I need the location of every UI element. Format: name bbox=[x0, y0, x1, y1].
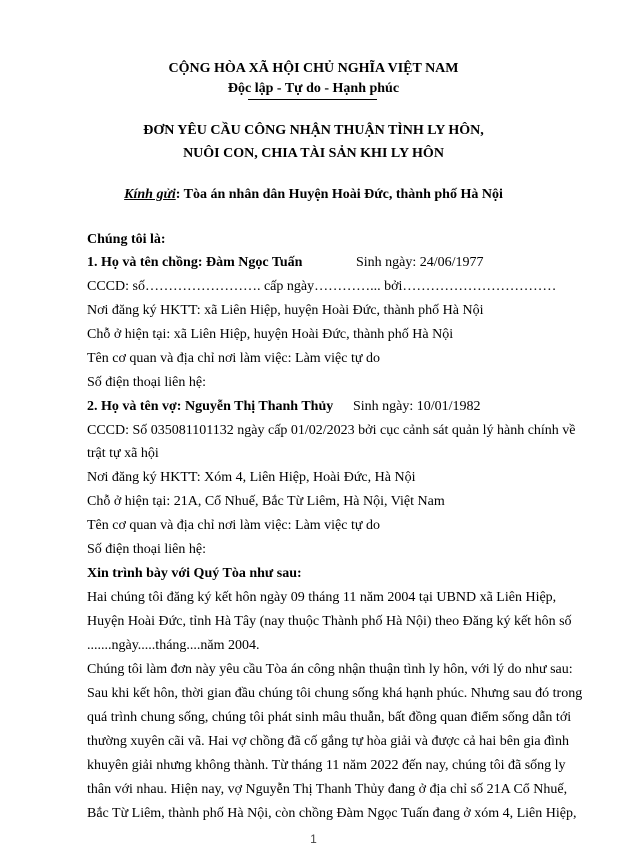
wife-residence: Chỗ ở hiện tại: 21A, Cổ Nhuế, Bắc Từ Liêm, Hà Nội, Việt Nam bbox=[87, 494, 445, 509]
para2-line: quá trình chung sống, chúng tôi phát sinh mâu thuẫn, bất đồng quan điểm sống dẫn tới bbox=[87, 710, 572, 725]
motto-line bbox=[0, 80, 627, 97]
husband-heading-row bbox=[87, 254, 484, 271]
para2-line: thân với nhau. Hiện nay, vợ Nguyễn Thị Thanh Thủy đang ở địa chỉ số 21A Cổ Nhuế, bbox=[87, 782, 568, 797]
recipient-line bbox=[0, 186, 627, 203]
wife-id-line-1: CCCD: Số 035081101132 ngày cấp 01/02/2023 bởi cục cảnh sát quản lý hành chính về bbox=[87, 423, 576, 438]
document-title-line-2: NUÔI CON, CHIA TÀI SẢN KHI LY HÔN bbox=[183, 146, 444, 161]
motto: Độc lập - Tự do - Hạnh phúc bbox=[227, 81, 400, 96]
husband-registered: Nơi đăng ký HKTT: xã Liên Hiệp, huyện Hoài Đức, thành phố Hà Nội bbox=[87, 303, 484, 318]
nation-header: CỘNG HÒA XÃ HỘI CHỦ NGHĨA VIỆT NAM bbox=[168, 61, 459, 76]
wife-name: 2. Họ và tên vợ: Nguyễn Thị Thanh Thủy bbox=[87, 399, 334, 414]
husband-residence: Chỗ ở hiện tại: xã Liên Hiệp, huyện Hoài Đức, thành phố Hà Nội bbox=[87, 327, 454, 342]
para1-line: .......ngày.....tháng....năm 2004. bbox=[87, 638, 260, 653]
wife-phone: Số điện thoại liên hệ: bbox=[87, 542, 206, 557]
husband-name: 1. Họ và tên chồng: Đàm Ngọc Tuấn bbox=[87, 255, 303, 270]
motto-underline bbox=[248, 99, 377, 100]
husband-dob: Sinh ngày: 24/06/1977 bbox=[356, 255, 484, 270]
para2-line: Sau khi kết hôn, thời gian đầu chúng tôi chung sống khá hạnh phúc. Nhưng sau đó trong bbox=[87, 686, 583, 701]
statement-heading: Xin trình bày với Quý Tòa như sau: bbox=[87, 566, 302, 581]
para2-line: khuyên giải nhưng không thành. Từ tháng 11 năm 2022 đến nay, chúng tôi đã sống ly bbox=[87, 758, 566, 773]
recipient-label: Kính gửi bbox=[124, 187, 176, 202]
page-number: 1 bbox=[310, 832, 317, 846]
wife-registered: Nơi đăng ký HKTT: Xóm 4, Liên Hiệp, Hoài Đức, Hà Nội bbox=[87, 470, 416, 485]
wife-id-line-2: trật tự xã hội bbox=[87, 446, 159, 461]
para1-line: Huyện Hoài Đức, tỉnh Hà Tây (nay thuộc Thành phố Hà Nội) theo Đăng ký kết hôn số bbox=[87, 614, 572, 629]
wife-heading-row bbox=[87, 398, 481, 415]
husband-phone: Số điện thoại liên hệ: bbox=[87, 375, 206, 390]
wife-workplace: Tên cơ quan và địa chỉ nơi làm việc: Làm việc tự do bbox=[87, 518, 380, 533]
wife-dob: Sinh ngày: 10/01/1982 bbox=[353, 399, 481, 414]
husband-workplace: Tên cơ quan và địa chỉ nơi làm việc: Làm việc tự do bbox=[87, 351, 380, 366]
para2-line: Chúng tôi làm đơn này yêu cầu Tòa án công nhận thuận tình ly hôn, với lý do như sau: bbox=[87, 662, 573, 677]
recipient-text: : Tòa án nhân dân Huyện Hoài Đức, thành phố Hà Nội bbox=[175, 187, 503, 202]
document-title-line-1: ĐƠN YÊU CẦU CÔNG NHẬN THUẬN TÌNH LY HÔN, bbox=[143, 123, 484, 138]
intro-text: Chúng tôi là: bbox=[87, 232, 166, 247]
para2-line: Bắc Từ Liêm, thành phố Hà Nội, còn chồng Đàm Ngọc Tuấn đang ở xóm 4, Liên Hiệp, bbox=[87, 806, 577, 821]
para1-line: Hai chúng tôi đăng ký kết hôn ngày 09 tháng 11 năm 2004 tại UBND xã Liên Hiệp, bbox=[87, 590, 557, 605]
husband-id: CCCD: số……………………. cấp ngày…………... bởi…………………………… bbox=[87, 279, 557, 294]
para2-line: thường xuyên cãi vã. Hai vợ chồng đã cố gắng tự hòa giải và được cả hai bên gia đình bbox=[87, 734, 569, 749]
